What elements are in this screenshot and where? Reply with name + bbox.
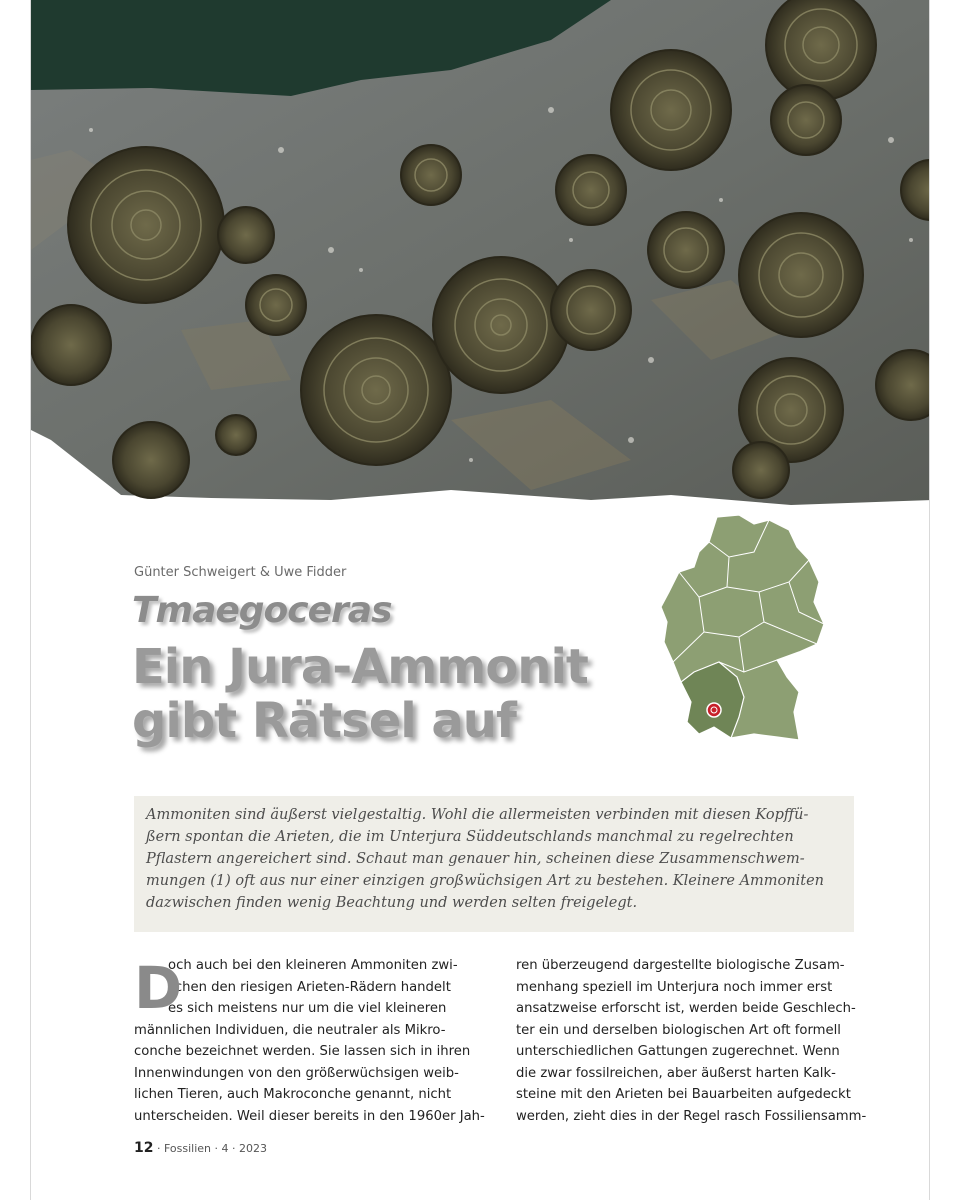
- body-line: conche bezeichnet werden. Sie lassen sich in ihren: [134, 1044, 471, 1059]
- location-marker-icon: [707, 703, 721, 717]
- page-footer: [134, 1140, 267, 1156]
- title-line-2: gibt Rätsel auf: [132, 693, 516, 749]
- body-line: unterschiedlichen Gattungen zugerechnet. Wenn: [516, 1044, 840, 1059]
- abstract-line: ßern spontan die Arieten, die im Unterjura Süddeutschlands manchmal zu regelrechten: [146, 829, 794, 845]
- body-line: männlichen Individuen, die neutraler als Mikro-: [134, 1022, 446, 1038]
- abstract-box: [134, 796, 854, 932]
- body-line: werden, zieht dies in der Regel rasch Fossiliensamm-: [516, 1108, 867, 1124]
- abstract-line: mungen (1) oft aus nur einer einzigen großwüchsigen Art zu bestehen. Kleinere Ammoniten: [146, 873, 824, 889]
- body-line: menhang speziell im Unterjura noch immer erst: [516, 979, 833, 995]
- magazine-page: [30, 0, 930, 1200]
- body-line: lichen Tieren, auch Makroconche genannt, nicht: [134, 1087, 452, 1102]
- body-line: unterscheiden. Weil dieser bereits in den 1960er Jah-: [134, 1108, 485, 1124]
- article-title: [132, 640, 588, 748]
- body-line: die zwar fossilreichen, aber äußerst harten Kalk-: [516, 1065, 836, 1081]
- body-column-1: [134, 954, 485, 1127]
- body-line: ren überzeugend dargestellte biologische Zusam-: [516, 958, 845, 973]
- article-subtitle: Tmaegoceras: [132, 590, 392, 631]
- germany-map: [659, 512, 839, 747]
- body-line: ansatzweise erforscht ist, werden beide Geschlech-: [516, 1001, 856, 1016]
- ammonite-slab-illustration: [31, 0, 930, 512]
- abstract-line: dazwischen finden wenig Beachtung und werden selten freigelegt.: [146, 895, 638, 911]
- body-line: Innenwindungen von den größerwüchsigen weib-: [134, 1065, 459, 1081]
- dropcap: D: [134, 954, 183, 1022]
- body-line: steine mit den Arieten bei Bauarbeiten aufgedeckt: [516, 1087, 851, 1102]
- page-number: 12: [134, 1140, 154, 1156]
- abstract-line: Ammoniten sind äußerst vielgestaltig. Wohl die allermeisten verbinden mit diesen Kopffü-: [146, 807, 809, 823]
- journal-issue: · Fossilien · 4 · 2023: [156, 1142, 267, 1155]
- body-line: och auch bei den kleineren Ammoniten zwi-: [168, 958, 458, 973]
- abstract-line: Pflastern angereichert sind. Schaut man genauer hin, scheinen diese Zusammenschwem-: [146, 851, 805, 867]
- authors: Günter Schweigert & Uwe Fidder: [134, 565, 347, 580]
- body-column-2: [516, 955, 867, 1127]
- body-line: ter ein und derselben biologischen Art oft formell: [516, 1022, 841, 1038]
- body-line: es sich meistens nur um die viel kleineren: [168, 1001, 447, 1016]
- ammonite-slab-photo: [31, 0, 930, 512]
- body-line: schen den riesigen Arieten-Rädern handelt: [168, 979, 451, 995]
- abstract-text: [146, 804, 842, 914]
- germany-map-illustration: [659, 512, 839, 747]
- title-line-1: Ein Jura-Ammonit: [132, 639, 588, 695]
